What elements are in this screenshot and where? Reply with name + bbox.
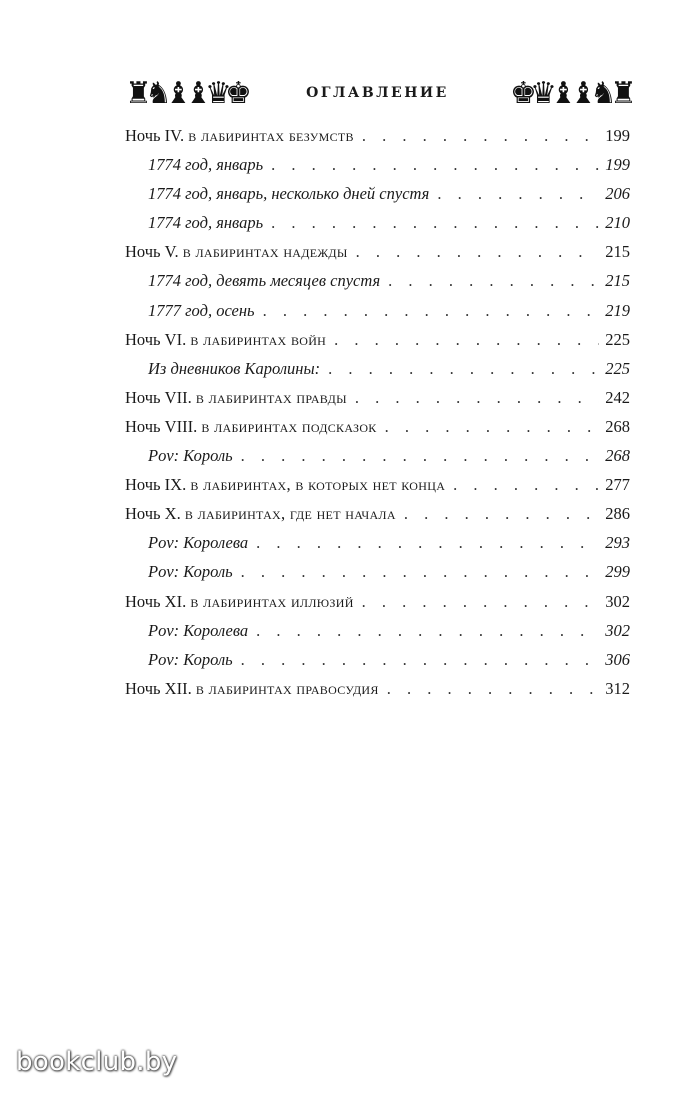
toc-section: [125, 621, 630, 650]
knight-icon: ♞: [590, 76, 617, 111]
toc-section: [125, 446, 630, 475]
dot-leader: [362, 126, 599, 146]
page-number: 242: [605, 387, 630, 407]
chapter-title: в лабиринтах подсказок: [201, 416, 377, 436]
bishop-icon: ♝: [550, 76, 577, 111]
page-number: 215: [605, 242, 630, 262]
page-number: 210: [605, 213, 630, 233]
chapter-title: в лабиринтах безумств: [188, 126, 354, 145]
toc-chapter: [125, 592, 630, 621]
page-number: 277: [605, 475, 630, 495]
toc-chapter: [125, 475, 630, 504]
dot-leader: [256, 533, 599, 553]
toc-section: [125, 301, 630, 330]
page-number: 286: [605, 504, 630, 524]
toc-chapter: [125, 417, 630, 446]
dot-leader: [437, 184, 599, 204]
chapter-title: в лабиринтах правды: [195, 387, 347, 407]
toc-chapter: [125, 679, 630, 708]
section-title: 1774 год, январь: [148, 155, 264, 175]
dot-leader: [404, 504, 599, 524]
section-title: Pov: Королева: [148, 533, 249, 553]
dot-leader: [271, 155, 599, 175]
page-number: 299: [605, 562, 630, 582]
chapter-title: в лабиринтах правосудия: [195, 678, 379, 698]
section-title: 1777 год, осень: [148, 300, 255, 320]
toc-chapter: [125, 504, 630, 533]
section-title: 1774 год, январь, несколько дней спустя: [148, 184, 430, 204]
chapter-title: в лабиринтах, в которых нет конца: [190, 475, 446, 495]
dot-leader: [356, 242, 600, 262]
toc-section: [125, 213, 630, 242]
dot-leader: [453, 475, 599, 495]
section-title: Pov: Король: [148, 649, 233, 669]
dot-leader: [241, 446, 600, 466]
chapter-title: в лабиринтах иллюзий: [190, 591, 354, 611]
page-title: оглавление: [306, 78, 449, 102]
page-number: 306: [605, 649, 630, 669]
dot-leader: [256, 621, 599, 641]
toc-section: [125, 533, 630, 562]
chess-pieces-right: [510, 68, 637, 114]
dot-leader: [334, 330, 599, 350]
section-title: Pov: Король: [148, 562, 233, 582]
page-number: 302: [605, 591, 630, 611]
toc-chapter: [125, 242, 630, 271]
dot-leader: [385, 417, 600, 437]
toc-header: [125, 68, 637, 114]
knight-icon: ♞: [145, 76, 172, 111]
page-number: 219: [605, 300, 630, 320]
page-number: 215: [605, 271, 630, 291]
dot-leader: [355, 388, 599, 408]
chapter-number: Ночь XII.: [125, 678, 192, 698]
rook-icon: ♜: [610, 76, 637, 111]
chapter-number: Ночь VIII.: [125, 416, 198, 436]
toc-section: [125, 184, 630, 213]
king-icon: ♚: [510, 76, 537, 111]
rook-icon: ♜: [125, 76, 152, 111]
page-number: 293: [605, 533, 630, 553]
table-of-contents: [125, 126, 630, 708]
chapter-number: Ночь XI.: [125, 591, 187, 611]
page-number: 302: [605, 620, 630, 640]
dot-leader: [241, 562, 600, 582]
chapter-title: в лабиринтах войн: [190, 329, 327, 349]
dot-leader: [388, 271, 599, 291]
chapter-title: в лабиринтах, где нет начала: [184, 504, 396, 524]
toc-section: [125, 359, 630, 388]
toc-section: [125, 562, 630, 591]
chapter-number: Ночь IV.: [125, 126, 185, 145]
section-title: 1774 год, январь: [148, 213, 264, 233]
bishop-icon: ♝: [165, 76, 192, 111]
chapter-number: Ночь IX.: [125, 475, 187, 495]
page-number: 268: [605, 446, 630, 466]
section-title: Pov: Королева: [148, 620, 249, 640]
page-number: 206: [605, 184, 630, 204]
chapter-number: Ночь VI.: [125, 329, 187, 349]
toc-section: [125, 271, 630, 300]
dot-leader: [328, 359, 599, 379]
toc-section: [125, 155, 630, 184]
toc-chapter: [125, 388, 630, 417]
section-title: Из дневников Каролины:: [148, 358, 321, 378]
page-number: 225: [605, 358, 630, 378]
queen-icon: ♛: [205, 76, 232, 111]
chapter-number: Ночь V.: [125, 242, 179, 262]
page-number: 312: [605, 678, 630, 698]
queen-icon: ♛: [530, 76, 557, 111]
page-number: 268: [605, 416, 630, 436]
bishop-icon: ♝: [185, 76, 212, 111]
chapter-number: Ночь X.: [125, 504, 181, 524]
toc-chapter: [125, 330, 630, 359]
bishop-icon: ♝: [570, 76, 597, 111]
dot-leader: [241, 650, 600, 670]
section-title: Pov: Король: [148, 446, 233, 466]
dot-leader: [271, 213, 599, 233]
chapter-number: Ночь VII.: [125, 387, 192, 407]
king-icon: ♚: [225, 76, 252, 111]
toc-section: [125, 650, 630, 679]
section-title: 1774 год, девять месяцев спустя: [148, 271, 381, 291]
page-number: 199: [605, 155, 630, 175]
dot-leader: [263, 301, 600, 321]
chapter-title: в лабиринтах надежды: [182, 242, 348, 262]
page-number: 225: [605, 329, 630, 349]
dot-leader: [387, 679, 600, 699]
dot-leader: [362, 592, 600, 612]
toc-chapter: [125, 126, 630, 155]
watermark: bookclub.by: [16, 1047, 178, 1077]
page-number: 199: [605, 126, 630, 145]
